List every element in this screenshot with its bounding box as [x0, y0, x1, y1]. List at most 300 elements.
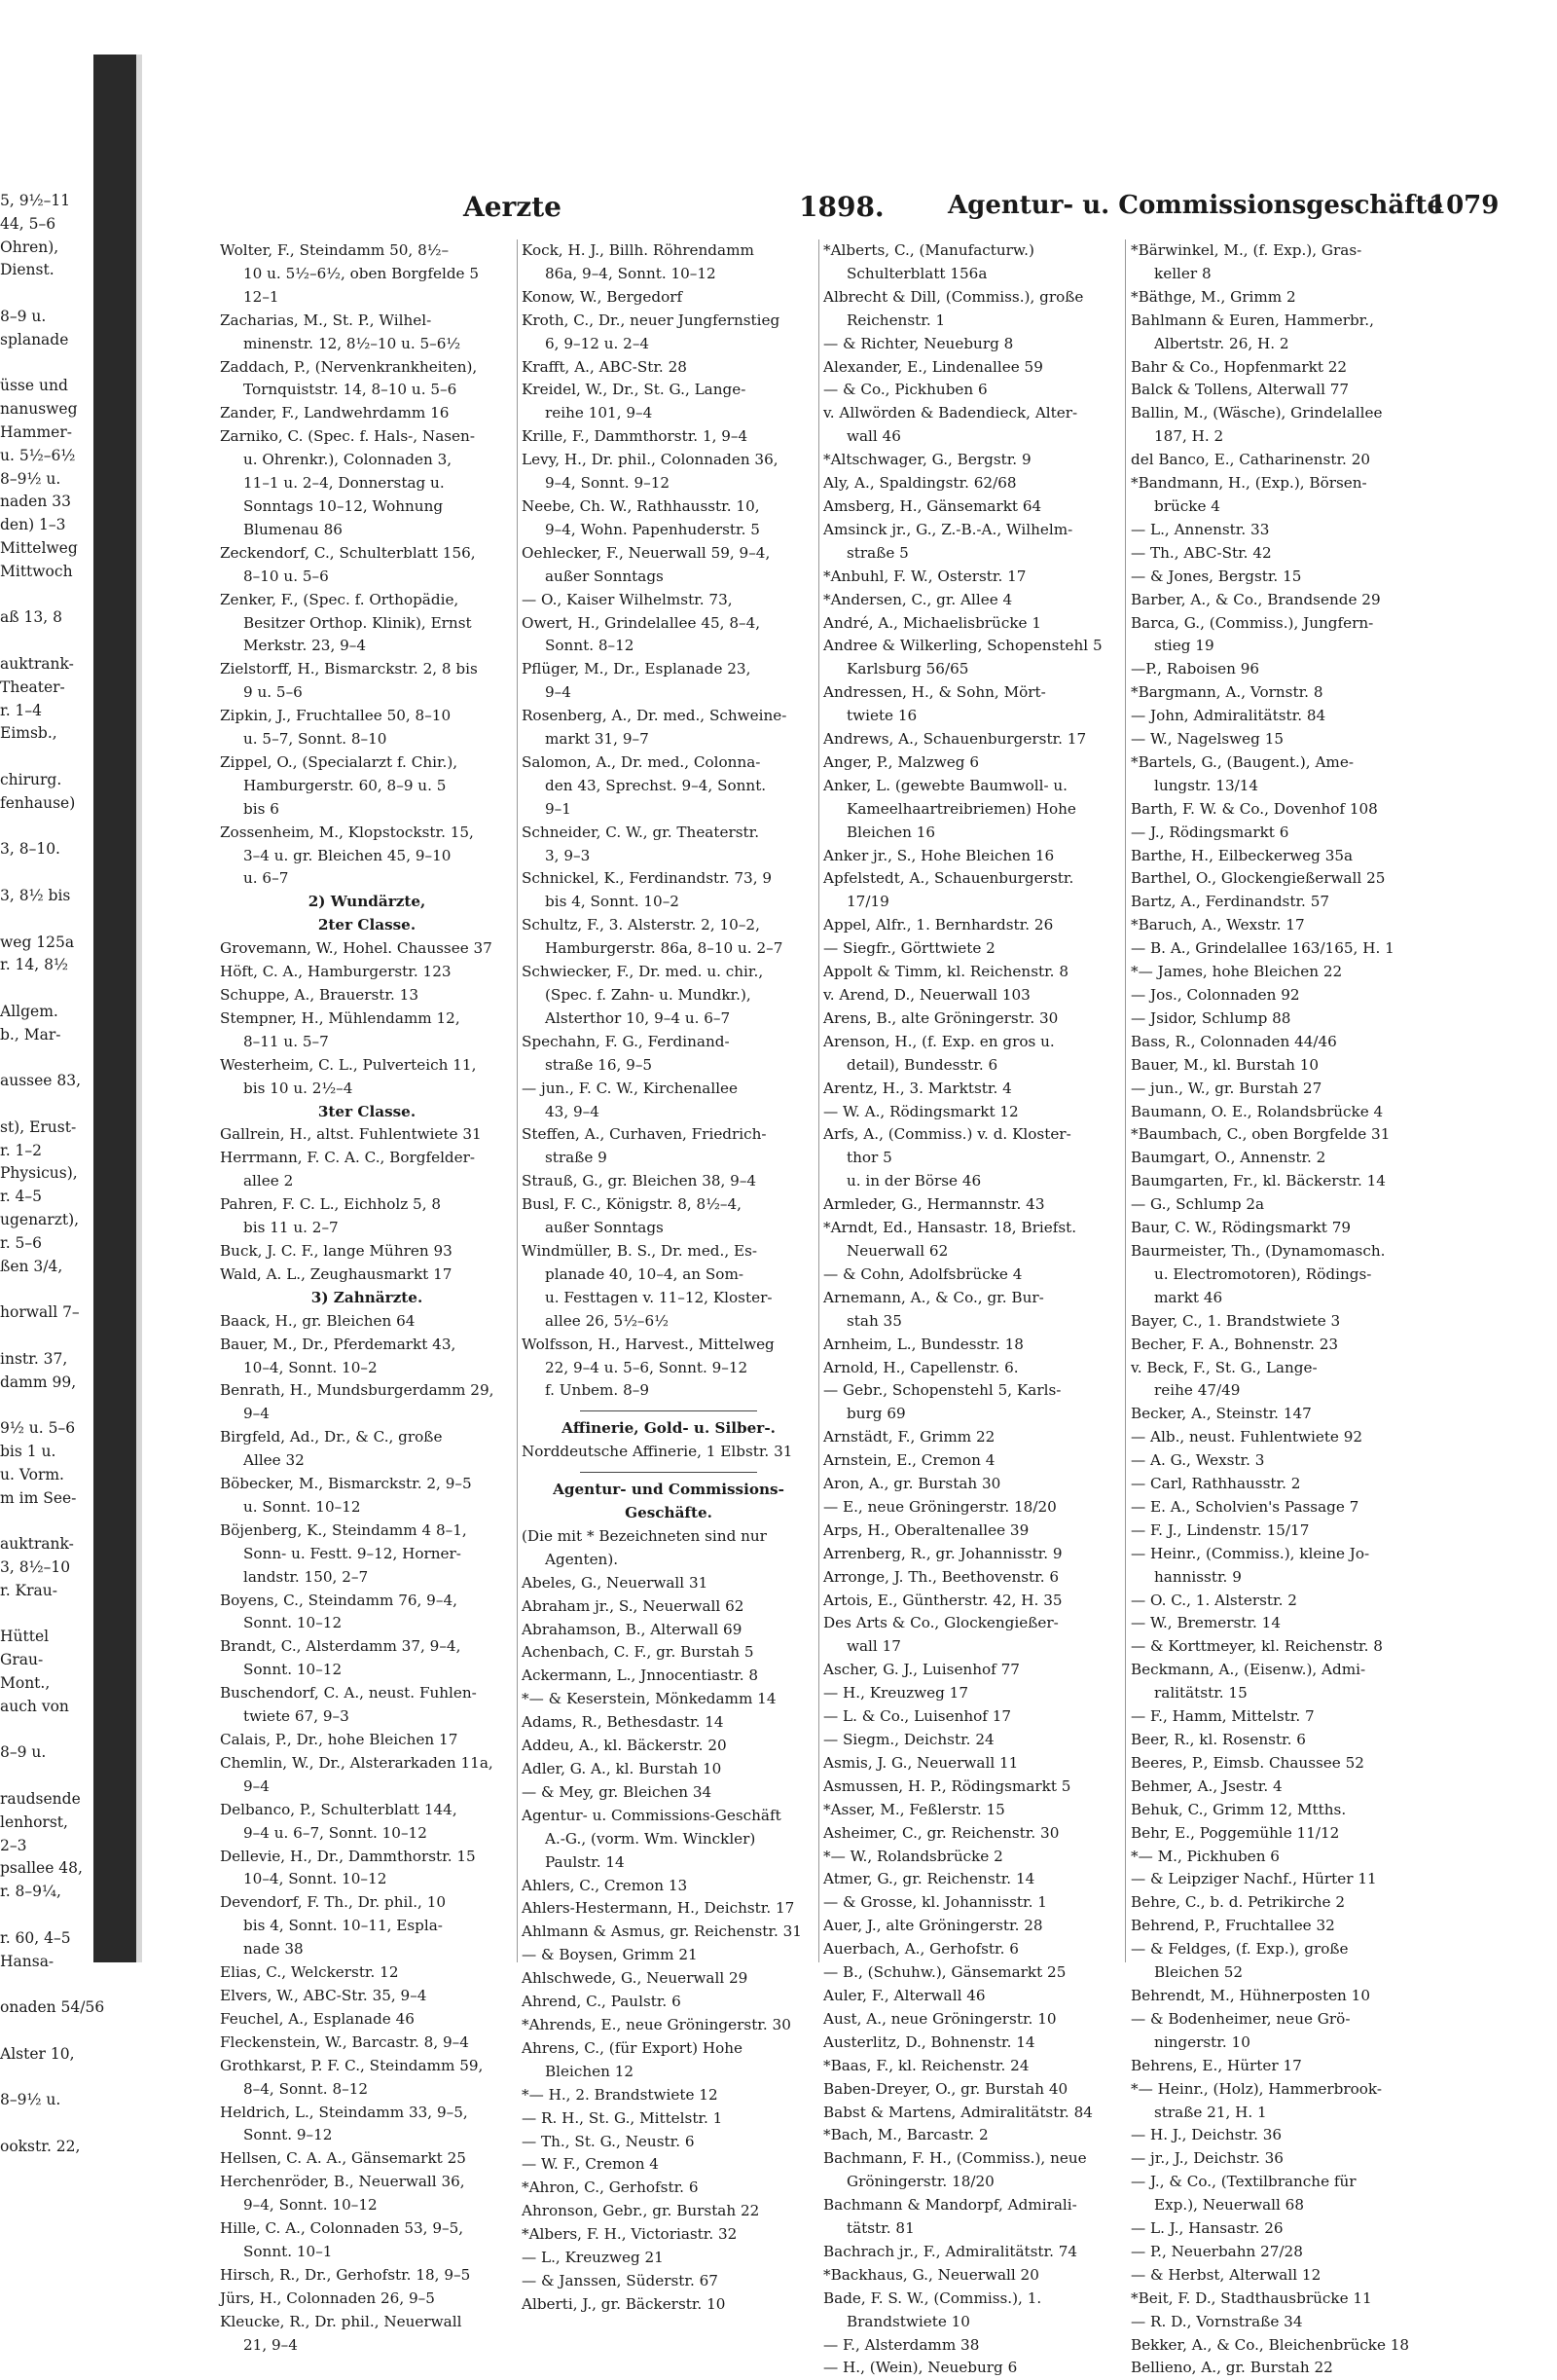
fragment-line: raudsende: [0, 1789, 81, 1808]
section-divider: [580, 1410, 756, 1411]
directory-entry: Jürs, H., Colonnaden 26, 9–5: [220, 2288, 435, 2307]
directory-entry: Zeckendorf, C., Schulterblatt 156,: [220, 543, 476, 562]
directory-entry: Steffen, A., Curhaven, Friedrich-: [522, 1125, 767, 1144]
entry-continuation: außer Sonntags: [545, 1219, 664, 1237]
fragment-line: r. 60, 4–5: [0, 1928, 71, 1947]
directory-entry: Balck & Tollens, Alterwall 77: [1131, 381, 1350, 399]
directory-entry: Pahren, F. C. L., Eichholz 5, 8: [220, 1195, 442, 1214]
book-gutter: [93, 55, 136, 1962]
directory-entry: Bachrach jr., F., Admiralitätstr. 74: [823, 2242, 1078, 2260]
entry-continuation: bis 11 u. 2–7: [243, 1219, 339, 1237]
fragment-line: auktrank-: [0, 1535, 74, 1554]
directory-entry: *Baumbach, C., oben Borgfelde 31: [1131, 1125, 1391, 1144]
directory-entry: Arrenberg, R., gr. Johannisstr. 9: [823, 1544, 1063, 1562]
directory-entry: *Anbuhl, F. W., Osterstr. 17: [823, 567, 1027, 585]
directory-entry: — B., (Schuhw.), Gänsemarkt 25: [823, 1963, 1067, 1982]
directory-entry: Gallrein, H., altst. Fuhlentwiete 31: [220, 1125, 482, 1144]
entry-continuation: 3, 9–3: [545, 846, 591, 864]
entry-continuation: Gröningerstr. 18/20: [847, 2173, 995, 2191]
directory-entry: — H. J., Deichstr. 36: [1131, 2126, 1283, 2144]
entry-continuation: 22, 9–4 u. 5–6, Sonnt. 9–12: [545, 1358, 748, 1376]
entry-continuation: Albertstr. 26, H. 2: [1154, 334, 1289, 352]
directory-entry: Feuchel, A., Esplanade 46: [220, 2009, 415, 2028]
directory-entry: Abrahamson, B., Alterwall 69: [522, 1620, 742, 1638]
fragment-line: m im See-: [0, 1488, 77, 1507]
directory-entry: — W. F., Cremon 4: [522, 2155, 659, 2174]
directory-entry: Alberti, J., gr. Bäckerstr. 10: [522, 2294, 726, 2313]
entry-continuation: markt 46: [1154, 1288, 1223, 1306]
directory-entry: Adams, R., Bethesdastr. 14: [522, 1713, 724, 1732]
entry-continuation: bis 4, Sonnt. 10–11, Espla-: [243, 1917, 443, 1935]
entry-continuation: Blumenau 86: [243, 520, 343, 538]
directory-entry: Barber, A., & Co., Brandsende 29: [1131, 590, 1381, 608]
directory-entry: *— Heinr., (Holz), Hammerbrook-: [1131, 2079, 1382, 2098]
directory-entry: Des Arts & Co., Glockengießer-: [823, 1614, 1059, 1632]
fragment-line: [0, 1973, 90, 1996]
entry-continuation: straße 9: [545, 1149, 607, 1167]
directory-entry: *— W., Rolandsbrücke 2: [823, 1847, 1003, 1865]
directory-entry: — R. D., Vornstraße 34: [1131, 2312, 1303, 2330]
directory-entry: Grovemann, W., Hohel. Chaussee 37: [220, 939, 492, 958]
entry-continuation: 17/19: [847, 893, 889, 911]
directory-entry: v. Beck, F., St. G., Lange-: [1131, 1358, 1318, 1376]
fragment-line: Alster 10,: [0, 2044, 75, 2063]
directory-entry: Zacharias, M., St. P., Wilhel-: [220, 311, 432, 329]
directory-entry: — & Jones, Bergstr. 15: [1131, 567, 1302, 585]
directory-entry: Zenker, F., (Spec. f. Orthopädie,: [220, 590, 459, 608]
directory-entry: — & Korttmeyer, kl. Reichenstr. 8: [1131, 1637, 1383, 1656]
directory-entry: v. Arend, D., Neuerwall 103: [823, 986, 1031, 1004]
fragment-line: 5, 9½–11: [0, 192, 71, 209]
fragment-line: [0, 1046, 90, 1070]
directory-entry: Westerheim, C. L., Pulverteich 11,: [220, 1055, 477, 1074]
entry-continuation: u. 5–7, Sonnt. 8–10: [243, 730, 387, 749]
directory-entry: Atmer, G., gr. Reichenstr. 14: [823, 1870, 1035, 1888]
entry-continuation: 9–4, Sonnt. 10–12: [243, 2196, 378, 2215]
directory-entry: Becker, A., Steinstr. 147: [1131, 1405, 1312, 1423]
entry-continuation: minenstr. 12, 8½–10 u. 5–6½: [243, 334, 461, 352]
entry-continuation: Schulterblatt 156a: [847, 264, 988, 282]
entry-continuation: twiete 16: [847, 707, 918, 725]
header-year: 1898.: [799, 191, 885, 223]
directory-entry: — J., & Co., (Textilbranche für: [1131, 2173, 1357, 2191]
entry-continuation: Karlsburg 56/65: [847, 660, 969, 678]
fragment-line: [0, 1904, 90, 1927]
directory-entry: Achenbach, C. F., gr. Burstah 5: [522, 1643, 754, 1662]
directory-entry: *Baruch, A., Wexstr. 17: [1131, 916, 1305, 934]
directory-entry: Armleder, G., Hermannstr. 43: [823, 1195, 1045, 1214]
directory-entry: Zippel, O., (Specialarzt f. Chir.),: [220, 752, 458, 771]
header-aerzte: Aerzte: [463, 191, 561, 223]
directory-entry: Arnstein, E., Cremon 4: [823, 1451, 996, 1470]
fragment-line: Theater-: [0, 677, 65, 696]
directory-entry: Calais, P., Dr., hohe Bleichen 17: [220, 1731, 458, 1748]
entry-continuation: landstr. 150, 2–7: [243, 1567, 369, 1586]
directory-entry: — P., Neuerbahn 27/28: [1131, 2242, 1303, 2260]
fragment-line: Grau-: [0, 1651, 44, 1669]
entry-continuation: 9–4 u. 6–7, Sonnt. 10–12: [243, 1823, 427, 1842]
entry-continuation: Sonnt. 10–1: [243, 2242, 333, 2260]
directory-entry: — B. A., Grindelallee 163/165, H. 1: [1131, 939, 1394, 958]
directory-entry: Behmer, A., Jsestr. 4: [1131, 1776, 1283, 1795]
fragment-line: damm 99,: [0, 1373, 77, 1391]
directory-entry: Beckmann, A., (Eisenw.), Admi-: [1131, 1661, 1366, 1679]
directory-entry: — A. G., Wexstr. 3: [1131, 1451, 1265, 1470]
directory-entry: — R. H., St. G., Mittelstr. 1: [522, 2108, 723, 2127]
entry-continuation: thor 5: [847, 1149, 892, 1167]
directory-entry: Hellsen, C. A. A., Gänsemarkt 25: [220, 2149, 466, 2168]
directory-entry: Anger, P., Malzweg 6: [823, 752, 979, 771]
directory-entry: Barthe, H., Eilbeckerweg 35a: [1131, 846, 1354, 864]
fragment-line: [0, 1394, 90, 1417]
directory-entry: Baben-Dreyer, O., gr. Burstah 40: [823, 2079, 1068, 2098]
entry-continuation: u. 6–7: [243, 869, 289, 888]
directory-entry: Buschendorf, C. A., neust. Fuhlen-: [220, 1684, 477, 1703]
entry-continuation: 8–4, Sonnt. 8–12: [243, 2079, 369, 2098]
fragment-line: [0, 1093, 90, 1117]
directory-entry: Arnemann, A., & Co., gr. Bur-: [823, 1288, 1044, 1306]
fragment-line: weg 125a: [0, 933, 75, 951]
entry-continuation: Sonnt. 8–12: [545, 637, 634, 655]
directory-entry: Grothkarst, P. F. C., Steindamm 59,: [220, 2056, 484, 2074]
directory-entry: Ahlmann & Asmus, gr. Reichenstr. 31: [522, 1922, 802, 1941]
column-1: [220, 239, 514, 2354]
fragment-line: Physicus),: [0, 1164, 78, 1183]
directory-entry: Böbecker, M., Bismarckstr. 2, 9–5: [220, 1475, 472, 1493]
directory-entry: Delbanco, P., Schulterblatt 144,: [220, 1800, 457, 1818]
fragment-line: Eimsb.,: [0, 724, 57, 743]
directory-entry: Bauer, M., Dr., Pferdemarkt 43,: [220, 1335, 456, 1353]
entry-continuation: Hamburgerstr. 60, 8–9 u. 5: [243, 776, 447, 794]
directory-entry: Zarniko, C. (Spec. f. Hals-, Nasen-: [220, 427, 475, 446]
entry-continuation: Tornquiststr. 14, 8–10 u. 5–6: [243, 381, 457, 399]
fragment-line: [0, 1719, 90, 1742]
entry-continuation: 11–1 u. 2–4, Donnerstag u.: [243, 474, 445, 493]
directory-entry: Schuppe, A., Brauerstr. 13: [220, 986, 418, 1004]
directory-entry: Amsberg, H., Gänsemarkt 64: [823, 496, 1042, 515]
entry-continuation: burg 69: [847, 1405, 906, 1423]
fragment-line: r. 5–6: [0, 1233, 43, 1252]
entry-continuation: 9–4: [545, 683, 571, 702]
directory-entry: — Th., St. G., Neustr. 6: [522, 2132, 695, 2150]
entry-continuation: Kameelhaartreibriemen) Hohe: [847, 799, 1076, 818]
fragment-line: onaden 54/56: [0, 1998, 105, 2017]
entry-continuation: straße 21, H. 1: [1154, 2103, 1267, 2121]
entry-continuation: 9–1: [545, 799, 571, 818]
entry-continuation: hannisstr. 9: [1154, 1567, 1242, 1586]
fragment-line: chirurg.: [0, 770, 62, 788]
entry-continuation: den 43, Sprechst. 9–4, Sonnt.: [545, 776, 767, 794]
directory-entry: Zossenheim, M., Klopstockstr. 15,: [220, 823, 474, 841]
entry-continuation: straße 16, 9–5: [545, 1055, 653, 1074]
directory-entry: Bachmann & Mandorpf, Admirali-: [823, 2196, 1077, 2215]
section-heading: Affinerie, Gold- u. Silber-.: [561, 1419, 776, 1438]
directory-entry: Benrath, H., Mundsburgerdamm 29,: [220, 1381, 494, 1400]
directory-entry: Kroth, C., Dr., neuer Jungfernstieg: [522, 311, 780, 329]
directory-entry: Devendorf, F. Th., Dr. phil., 10: [220, 1893, 447, 1912]
directory-entry: Behuk, C., Grimm 12, Mtths.: [1131, 1800, 1347, 1818]
directory-entry: Dellevie, H., Dr., Dammthorstr. 15: [220, 1847, 476, 1865]
directory-entry: Behrendt, M., Hühnerposten 10: [1131, 1986, 1370, 2004]
directory-entry: Hille, C. A., Colonnaden 53, 9–5,: [220, 2219, 464, 2238]
fragment-line: Dienst.: [0, 261, 54, 279]
directory-entry: Arronge, J. Th., Beethovenstr. 6: [823, 1567, 1060, 1586]
directory-entry: — Siegm., Deichstr. 24: [823, 1731, 995, 1748]
directory-entry: Windmüller, B. S., Dr. med., Es-: [522, 1241, 758, 1260]
entry-continuation: allee 26, 5½–6½: [545, 1311, 669, 1330]
entry-continuation: brücke 4: [1154, 496, 1220, 515]
directory-entry: Wolfsson, H., Harvest., Mittelweg: [522, 1335, 775, 1353]
entry-continuation: tätstr. 81: [847, 2219, 915, 2238]
entry-continuation: 12–1: [243, 287, 279, 306]
entry-continuation: u. Ohrenkr.), Colonnaden 3,: [243, 451, 453, 469]
directory-entry: — jr., J., Deichstr. 36: [1131, 2149, 1284, 2168]
directory-entry: Fleckenstein, W., Barcastr. 8, 9–4: [220, 2032, 469, 2051]
directory-entry: — Carl, Rathhausstr. 2: [1131, 1475, 1301, 1493]
directory-entry: Arps, H., Oberaltenallee 39: [823, 1520, 1030, 1539]
fragment-line: u. Vorm.: [0, 1465, 64, 1483]
directory-entry: Behre, C., b. d. Petrikirche 2: [1131, 1893, 1345, 1912]
directory-entry: — & Richter, Neueburg 8: [823, 334, 1014, 352]
fragment-line: [0, 282, 90, 306]
column-divider: [1125, 239, 1126, 1962]
fragment-line: [0, 2067, 90, 2090]
fragment-line: 8–9 u.: [0, 1743, 47, 1762]
entry-continuation: Hamburgerstr. 86a, 8–10 u. 2–7: [545, 939, 783, 958]
directory-entry: *Altschwager, G., Bergstr. 9: [823, 451, 1032, 469]
entry-continuation: bis 4, Sonnt. 10–2: [545, 893, 679, 911]
directory-entry: Appel, Alfr., 1. Bernhardstr. 26: [823, 916, 1054, 934]
directory-entry: Norddeutsche Affinerie, 1 Elbstr. 31: [522, 1443, 793, 1461]
directory-entry: Wald, A. L., Zeughausmarkt 17: [220, 1264, 453, 1283]
directory-entry: Ahlers, C., Cremon 13: [522, 1876, 688, 1894]
directory-entry: Amsinck jr., G., Z.-B.-A., Wilhelm-: [823, 520, 1073, 538]
directory-entry: Asheimer, C., gr. Reichenstr. 30: [823, 1823, 1060, 1842]
directory-entry: Ahrens, C., (für Export) Hohe: [522, 2038, 742, 2057]
directory-entry: — F. J., Lindenstr. 15/17: [1131, 1520, 1310, 1539]
entry-continuation: Paulstr. 14: [545, 1852, 625, 1871]
fragment-line: fenhause): [0, 793, 76, 812]
directory-entry: Wolter, F., Steindamm 50, 8½–: [220, 241, 450, 259]
entry-continuation: bis 6: [243, 799, 279, 818]
directory-entry: Brandt, C., Alsterdamm 37, 9–4,: [220, 1637, 461, 1656]
directory-entry: Behrens, E., Hürter 17: [1131, 2056, 1302, 2074]
directory-entry: Bayer, C., 1. Brandstwiete 3: [1131, 1311, 1341, 1330]
directory-entry: Zaddach, P., (Nervenkrankheiten),: [220, 357, 478, 376]
directory-entry: — jun., W., gr. Burstah 27: [1131, 1079, 1322, 1097]
directory-entry: Bellieno, A., gr. Burstah 22: [1131, 2359, 1333, 2377]
entry-continuation: reihe 101, 9–4: [545, 404, 653, 422]
entry-continuation: Reichenstr. 1: [847, 311, 946, 329]
directory-entry: — Th., ABC-Str. 42: [1131, 543, 1272, 562]
entry-continuation: lungstr. 13/14: [1154, 776, 1259, 794]
directory-entry: Birgfeld, Ad., Dr., & C., große: [220, 1428, 443, 1446]
section-heading: 3) Zahnärzte.: [310, 1288, 423, 1306]
entry-continuation: 86a, 9–4, Sonnt. 10–12: [545, 264, 716, 282]
directory-entry: — Heinr., (Commiss.), kleine Jo-: [1131, 1544, 1370, 1562]
directory-entry: Krafft, A., ABC-Str. 28: [522, 357, 687, 376]
fragment-line: [0, 746, 90, 769]
directory-entry: Baurmeister, Th., (Dynamomasch.: [1131, 1241, 1386, 1260]
entry-continuation: Bleichen 12: [545, 2062, 634, 2080]
fragment-line: [0, 2020, 90, 2043]
directory-entry: — & Bodenheimer, neue Grö-: [1131, 2009, 1351, 2028]
directory-entry: — & Grosse, kl. Johannisstr. 1: [823, 1893, 1047, 1912]
directory-entry: —P., Raboisen 96: [1131, 660, 1260, 678]
section-divider: [580, 1472, 756, 1473]
directory-entry: Ahrend, C., Paulstr. 6: [522, 1993, 681, 2011]
directory-entry: — & Feldges, (f. Exp.), große: [1131, 1940, 1349, 1959]
directory-entry: Krille, F., Dammthorstr. 1, 9–4: [522, 427, 748, 446]
directory-entry: Agentur- u. Commissions-Geschäft: [522, 1806, 781, 1824]
directory-entry: Elias, C., Welckerstr. 12: [220, 1963, 399, 1982]
entry-continuation: keller 8: [1154, 264, 1212, 282]
entry-continuation: Sonnt. 9–12: [243, 2126, 333, 2144]
directory-entry: Becher, F. A., Bohnenstr. 23: [1131, 1335, 1339, 1353]
directory-entry: Addeu, A., kl. Bäckerstr. 20: [522, 1737, 727, 1755]
entry-continuation: reihe 47/49: [1154, 1381, 1241, 1400]
page-number: 1079: [1429, 191, 1500, 220]
entry-continuation: 6, 9–12 u. 2–4: [545, 334, 650, 352]
directory-entry: Bachmann, F. H., (Commiss.), neue: [823, 2149, 1087, 2168]
fragment-line: [0, 816, 90, 839]
fragment-line: aussee 83,: [0, 1072, 82, 1090]
entry-continuation: 9–4: [243, 1776, 270, 1795]
directory-entry: Baumgarten, Fr., kl. Bäckerstr. 14: [1131, 1172, 1386, 1190]
directory-entry: Abraham jr., S., Neuerwall 62: [522, 1596, 744, 1615]
directory-entry: — Gebr., Schopenstehl 5, Karls-: [823, 1381, 1062, 1400]
directory-entry: Andrews, A., Schauenburgerstr. 17: [823, 730, 1087, 749]
directory-entry: *Backhaus, G., Neuerwall 20: [823, 2265, 1039, 2284]
entry-continuation: planade 40, 10–4, an Som-: [545, 1264, 743, 1283]
directory-entry: Konow, W., Bergedorf: [522, 287, 683, 306]
directory-entry: Arnstädt, F., Grimm 22: [823, 1428, 996, 1446]
directory-entry: Asmussen, H. P., Rödingsmarkt 5: [823, 1776, 1071, 1795]
directory-entry: Ballin, M., (Wäsche), Grindelallee: [1131, 404, 1383, 422]
entry-continuation: wall 46: [847, 427, 901, 446]
fragment-line: Mont.,: [0, 1674, 51, 1692]
directory-entry: Schwiecker, F., Dr. med. u. chir.,: [522, 963, 764, 981]
fragment-line: [0, 1325, 90, 1348]
fragment-line: bis 1 u.: [0, 1443, 56, 1461]
directory-entry: Hirsch, R., Dr., Gerhofstr. 18, 9–5: [220, 2265, 471, 2284]
directory-entry: Ahronson, Gebr., gr. Burstah 22: [522, 2202, 760, 2220]
directory-entry: Auler, F., Alterwall 46: [823, 1986, 986, 2004]
fragment-line: lenhorst,: [0, 1812, 68, 1831]
fragment-line: üsse und: [0, 377, 68, 395]
directory-entry: Ackermann, L., Jnnocentiastr. 8: [522, 1666, 759, 1685]
column-3: [823, 239, 1121, 2377]
directory-entry: Zielstorff, H., Bismarckstr. 2, 8 bis: [220, 660, 478, 678]
directory-entry: Baack, H., gr. Bleichen 64: [220, 1311, 416, 1330]
directory-entry: *— M., Pickhuben 6: [1131, 1847, 1280, 1865]
fragment-line: r. 1–2: [0, 1141, 43, 1159]
directory-entry: — W., Bremerstr. 14: [1131, 1614, 1281, 1632]
entry-continuation: 8–11 u. 5–7: [243, 1032, 329, 1050]
directory-entry: — L., Annenstr. 33: [1131, 520, 1270, 538]
fragment-line: naden 33: [0, 493, 71, 511]
directory-entry: Beer, R., kl. Rosenstr. 6: [1131, 1731, 1306, 1748]
fragment-line: 3, 8½ bis: [0, 886, 71, 904]
fragment-line: r. 1–4: [0, 701, 43, 719]
directory-entry: Arenson, H., (f. Exp. en gros u.: [823, 1032, 1055, 1050]
entry-continuation: Bleichen 52: [1154, 1963, 1244, 1982]
fragment-line: 8–9½ u.: [0, 469, 61, 488]
directory-entry: *— H., 2. Brandstwiete 12: [522, 2085, 718, 2104]
entry-continuation: ningerstr. 10: [1154, 2032, 1250, 2051]
entry-continuation: 10–4, Sonnt. 10–12: [243, 1870, 387, 1888]
directory-entry: Zander, F., Landwehrdamm 16: [220, 404, 450, 422]
directory-entry: — Jos., Colonnaden 92: [1131, 986, 1300, 1004]
directory-entry: Barthel, O., Glockengießerwall 25: [1131, 869, 1386, 888]
entry-continuation: Neuerwall 62: [847, 1241, 949, 1260]
entry-continuation: 9–4, Sonnt. 9–12: [545, 474, 670, 493]
directory-entry: Zipkin, J., Fruchtallee 50, 8–10: [220, 707, 452, 725]
directory-entry: Schultz, F., 3. Alsterstr. 2, 10–2,: [522, 916, 760, 934]
fragment-line: r. 14, 8½: [0, 956, 69, 974]
directory-entry: Ahlschwede, G., Neuerwall 29: [522, 1969, 748, 1988]
entry-continuation: 9 u. 5–6: [243, 683, 303, 702]
directory-entry: Austerlitz, D., Bohnenstr. 14: [823, 2032, 1035, 2051]
directory-entry: Arentz, H., 3. Marktstr. 4: [823, 1079, 1012, 1097]
directory-entry: *Andersen, C., gr. Allee 4: [823, 590, 1013, 608]
directory-entry: *— James, hohe Bleichen 22: [1131, 963, 1343, 981]
directory-entry: Abeles, G., Neuerwall 31: [522, 1573, 708, 1592]
fragment-line: 2–3: [0, 1836, 27, 1854]
directory-entry: (Die mit * Bezeichneten sind nur: [522, 1526, 767, 1545]
directory-entry: — E., neue Gröningerstr. 18/20: [823, 1497, 1057, 1516]
section-heading: 2ter Classe.: [317, 916, 416, 934]
directory-entry: del Banco, E., Catharinenstr. 20: [1131, 451, 1371, 469]
directory-entry: v. Allwörden & Badendieck, Alter-: [823, 404, 1078, 422]
section-heading: 3ter Classe.: [317, 1102, 416, 1120]
directory-entry: — & Herbst, Alterwall 12: [1131, 2265, 1322, 2284]
entry-continuation: Sonn- u. Festt. 9–12, Horner-: [243, 1544, 461, 1562]
directory-entry: *Bärwinkel, M., (f. Exp.), Gras-: [1131, 241, 1362, 259]
directory-entry: Behr, E., Poggemühle 11/12: [1131, 1823, 1340, 1842]
directory-entry: Apfelstedt, A., Schauenburgerstr.: [823, 869, 1074, 888]
directory-entry: *Beit, F. D., Stadthausbrücke 11: [1131, 2288, 1372, 2307]
directory-entry: Heldrich, L., Steindamm 33, 9–5,: [220, 2103, 468, 2121]
directory-entry: Oehlecker, F., Neuerwall 59, 9–4,: [522, 543, 771, 562]
fragment-line: auktrank-: [0, 654, 74, 673]
fragment-line: st), Erust-: [0, 1117, 77, 1136]
fragment-line: [0, 908, 90, 932]
fragment-line: r. 4–5: [0, 1188, 43, 1206]
directory-entry: Arnheim, L., Bundesstr. 18: [823, 1335, 1024, 1353]
entry-continuation: u. Sonnt. 10–12: [243, 1497, 361, 1516]
fragment-line: [0, 630, 90, 653]
directory-entry: — H., Kreuzweg 17: [823, 1684, 968, 1703]
entry-continuation: 187, H. 2: [1154, 427, 1224, 446]
directory-entry: *Bandmann, H., (Exp.), Börsen-: [1131, 474, 1367, 493]
directory-entry: Bass, R., Colonnaden 44/46: [1131, 1032, 1337, 1050]
section-heading: Geschäfte.: [625, 1504, 712, 1522]
left-page-fragment: [0, 190, 105, 2159]
entry-continuation: Merkstr. 23, 9–4: [243, 637, 367, 655]
directory-entry: — W., Nagelsweg 15: [1131, 730, 1285, 749]
directory-entry: Barca, G., (Commiss.), Jungfern-: [1131, 613, 1374, 632]
directory-entry: Chemlin, W., Dr., Alsterarkaden 11a,: [220, 1753, 493, 1772]
entry-continuation: außer Sonntags: [545, 567, 664, 585]
directory-entry: Böjenberg, K., Steindamm 4 8–1,: [220, 1520, 467, 1539]
directory-entry: Schneider, C. W., gr. Theaterstr.: [522, 823, 760, 841]
directory-entry: — Jsidor, Schlump 88: [1131, 1008, 1291, 1027]
directory-entry: Bahr & Co., Hopfenmarkt 22: [1131, 357, 1348, 376]
directory-entry: Anker jr., S., Hohe Bleichen 16: [823, 846, 1055, 864]
directory-entry: *Baas, F., kl. Reichenstr. 24: [823, 2056, 1030, 2074]
directory-entry: Herrmann, F. C. A. C., Borgfelder-: [220, 1149, 476, 1167]
